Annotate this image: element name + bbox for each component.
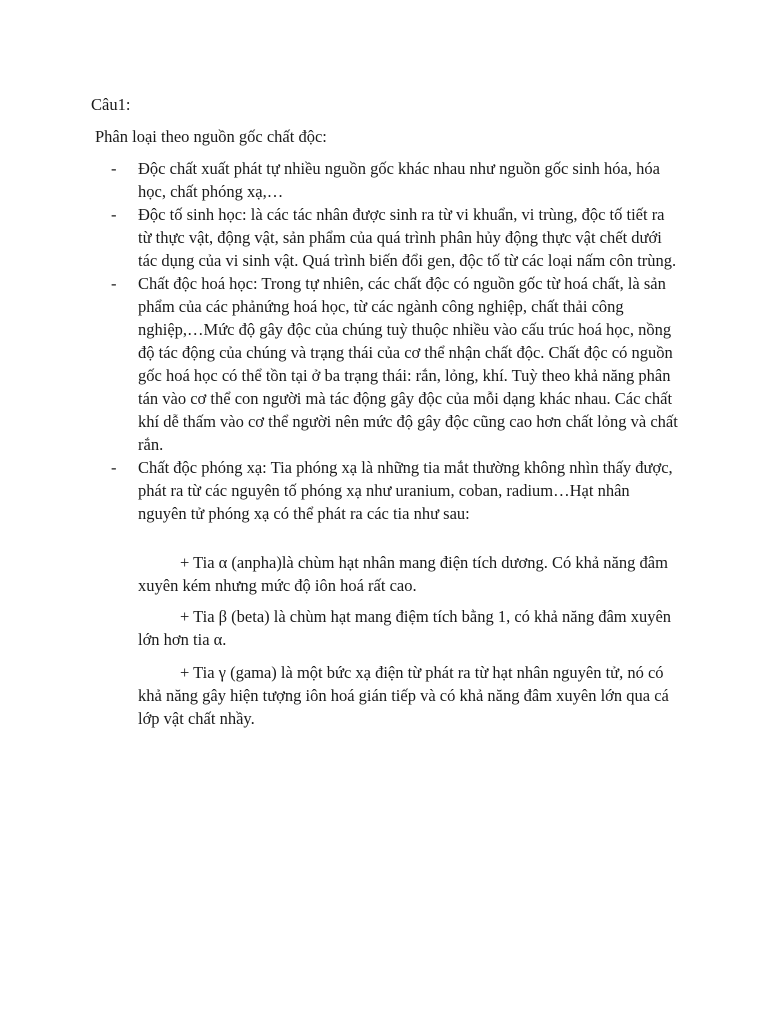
classification-list — [111, 157, 681, 525]
bullet-dash: - — [111, 159, 117, 178]
bullet-dash: - — [111, 205, 117, 224]
list-item — [111, 203, 681, 272]
list-item-text: Độc chất xuất phát tự nhiều nguồn gốc khác nhau như nguồn gốc sinh hóa, hóa học, chất phóng xạ,… — [138, 159, 660, 201]
list-item-text: Độc tố sinh học: là các tác nhân được sinh ra từ vi khuẩn, vi trùng, độc tố tiết ra từ thực vật, động vật, sản phẩm của quá trình phân hủy động thực vật chết dưới tác dụng của vi sinh vật. Quá trình biến đổi gen, độc tố từ các loại nấm côn trùng. — [138, 205, 677, 270]
list-item — [111, 157, 681, 203]
gamma-ray-paragraph: + Tia γ (gama) là một bức xạ điện từ phát ra từ hạt nhân nguyên tử, nó có khả năng gây hiện tượng iôn hoá gián tiếp và có khả năng đâm xuyên lớn qua cá lớp vật chất nhầy. — [138, 663, 669, 728]
list-item-text: Chất độc phóng xạ: Tia phóng xạ là những tia mắt thường không nhìn thấy được, phát ra từ các nguyên tố phóng xạ như uranium, coban, radium…Hạt nhân nguyên tử phóng xạ có thể phát ra các tia như sau: — [138, 458, 673, 523]
bullet-dash: - — [111, 274, 117, 293]
section-subheading: Phân loại theo nguồn gốc chất độc: — [95, 127, 327, 146]
list-item — [111, 272, 681, 456]
list-item-text: Chất độc hoá học: Trong tự nhiên, các chất độc có nguồn gốc từ hoá chất, là sản phẩm của các phảnứng hoá học, từ các ngành công nghiệp, chất thải công nghiệp,…Mức độ gây độc của chúng tuỳ thuộc nhiều vào cấu trúc hoá học, nồng độ tác động của chúng và trạng thái của cơ thể nhận chất độc. Chất độc có nguồn gốc hoá học có thể tồn tại ở ba trạng thái: rắn, lỏng, khí. Tuỳ theo khả năng phân tán vào cơ thể con người mà tác động gây độc của mỗi dạng khác nhau. Các chất khí dễ thấm vào cơ thể người nên mức độ gây độc cũng cao hơn chất lỏng và chất rắn. — [138, 274, 678, 454]
question-heading: Câu1: — [91, 95, 131, 114]
alpha-ray-paragraph: + Tia α (anpha)là chùm hạt nhân mang điện tích dương. Có khả năng đâm xuyên kém nhưng mức độ iôn hoá rất cao. — [138, 553, 668, 595]
list-item — [111, 456, 681, 525]
bullet-dash: - — [111, 458, 117, 477]
beta-ray-paragraph: + Tia β (beta) là chùm hạt mang điệm tích bằng 1, có khả năng đâm xuyên lớn hơn tia α. — [138, 607, 672, 649]
